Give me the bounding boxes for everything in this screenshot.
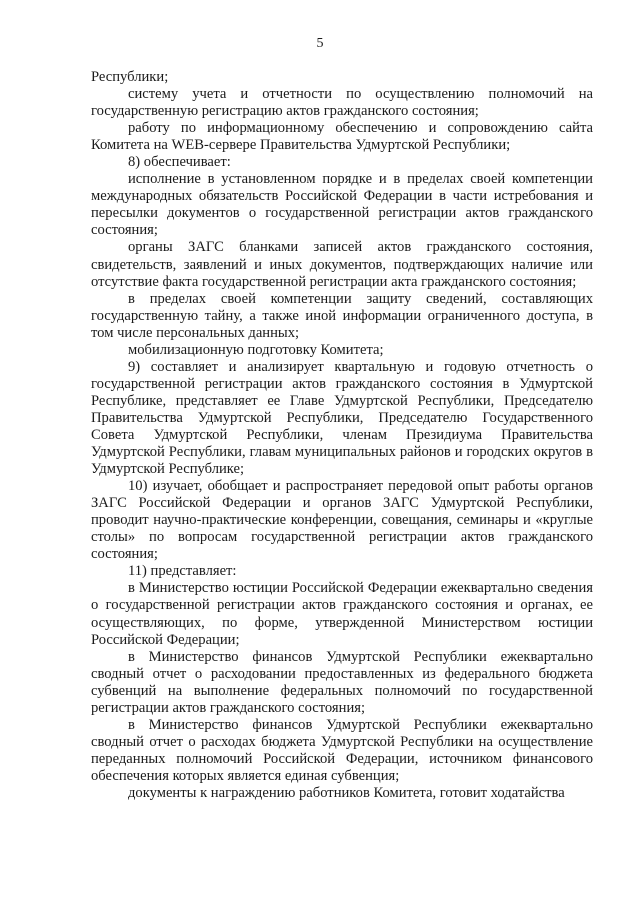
paragraph: Республики; (91, 69, 169, 85)
paragraph: работу по информационному обеспечению и сопровождению сайта Комитета на WEB-сервере Правительства Удмуртской Республики; (91, 120, 593, 154)
paragraph: в Министерство юстиции Российской Федерации ежеквартально сведения о государственной регистрации актов гражданского состояния и органах, ее осуществляющих, по форме, утвержденной Министерством юстиции Российской Федерации; (91, 580, 593, 648)
document-body (91, 69, 593, 802)
paragraph: в Министерство финансов Удмуртской Республики ежеквартально сводный отчет о расходах бюджета Удмуртской Республики на осуществление переданных полномочий Российской Федерации, источником финансового обеспечения которых является единая субвенция; (91, 716, 593, 784)
paragraph: 10) изучает, обобщает и распространяет передовой опыт работы органов ЗАГС Российской Федерации и органов ЗАГС Удмуртской Республики, проводит научно-практические конференции, совещания, семинары и «круглые столы» по вопросам государственной регистрации актов гражданского состояния; (91, 478, 593, 563)
paragraph: 8) обеспечивает: (128, 154, 231, 171)
paragraph: систему учета и отчетности по осуществлению полномочий на государственную регистрацию актов гражданского состояния; (91, 86, 593, 120)
paragraph: мобилизационную подготовку Комитета; (128, 341, 384, 358)
paragraph: 11) представляет: (128, 563, 237, 580)
page-number: 5 (316, 36, 324, 51)
paragraph: органы ЗАГС бланками записей актов гражданского состояния, свидетельств, заявлений и иных документов, подтверждающих наличие или отсутствие факта государственной регистрации акта гражданского состояния; (91, 239, 593, 290)
paragraph: в пределах своей компетенции защиту сведений, составляющих государственную тайну, а также иной информации ограниченного доступа, в том числе персональных данных; (91, 290, 593, 341)
paragraph: 9) составляет и анализирует квартальную и годовую отчетность о государственной регистрации актов гражданского состояния в Удмуртской Республике, представляет ее Главе Удмуртской Республики, Председателю Правительства Удмуртской Республики, Председателю Государственного Совета Удмуртской Республики, членам Президиума Правительства Удмуртской Республики, главам муниципальных районов и городских округов в Удмуртской Республике; (91, 358, 593, 478)
paragraph: в Министерство финансов Удмуртской Республики ежеквартально сводный отчет о расходовании предоставленных из федерального бюджета субвенций на выполнение федеральных полномочий по государственной регистрации актов гражданского состояния; (91, 648, 593, 716)
paragraph: исполнение в установленном порядке и в пределах своей компетенции международных обязательств Российской Федерации в части истребования и пересылки документов о государственной регистрации актов гражданского состояния; (91, 171, 593, 239)
paragraph: документы к награждению работников Комитета, готовит ходатайства (128, 784, 565, 801)
